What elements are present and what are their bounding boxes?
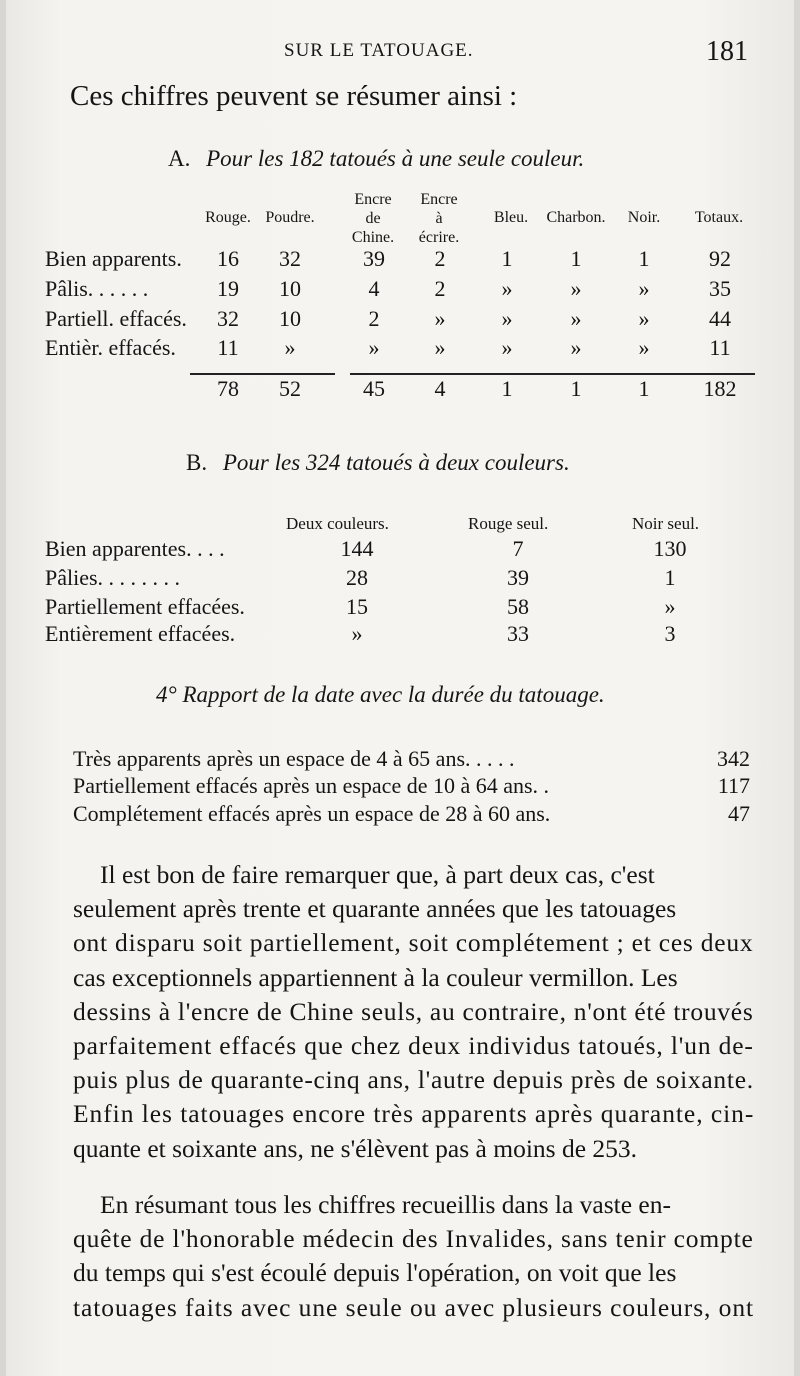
table-cell: 10 xyxy=(279,276,301,301)
section-a-title: Pour les 182 tatoués à une seule couleur. xyxy=(206,146,585,171)
col-head-poudre: Poudre. xyxy=(265,209,315,226)
table-cell: 10 xyxy=(279,306,301,331)
list-item-text: Très apparents après un espace de 4 à 65 ans. . . . . xyxy=(73,746,515,771)
paragraph-line: quête de l'honorable médecin des Invalides, sans tenir compte xyxy=(73,1224,754,1254)
paragraph-line: seulement après trente et quarante années que les tatouages xyxy=(73,894,677,924)
table-cell: » xyxy=(570,276,582,301)
table-cell: 16 xyxy=(217,246,239,271)
total-cell: 1 xyxy=(570,376,582,401)
table-cell: » xyxy=(638,276,650,301)
table-cell: 2 xyxy=(434,276,446,301)
col-head-rouge-seul: Rouge seul. xyxy=(468,514,549,533)
section-b-letter: B. xyxy=(186,450,208,475)
section-a-heading xyxy=(168,146,584,172)
page-number: 181 xyxy=(706,36,748,67)
col-head-bleu: Bleu. xyxy=(493,209,529,226)
total-cell: 1 xyxy=(501,376,513,401)
table-cell: 33 xyxy=(507,621,529,646)
list-item-value: 342 xyxy=(717,746,750,771)
row-label: Entièr. effacés. xyxy=(45,335,176,360)
page-edge-right xyxy=(794,0,800,1376)
row-label: Partiell. effacés. xyxy=(45,306,187,331)
paragraph-line: quante et soixante ans, ne s'élèvent pas à moins de 253. xyxy=(73,1133,638,1163)
total-rule-left xyxy=(190,373,335,375)
table-cell: » xyxy=(570,306,582,331)
paragraph-line: Enfin les tatouages encore très apparents après quarante, cin- xyxy=(73,1099,755,1129)
table-cell: » xyxy=(501,306,513,331)
paragraph-line: du temps qui s'est écoulé depuis l'opération, on voit que les xyxy=(73,1258,677,1288)
col-head-rouge: Rouge. xyxy=(205,209,251,226)
table-cell: 15 xyxy=(346,594,368,619)
col-head-encre-chine: Encre de Chine. xyxy=(351,191,395,246)
table-cell: » xyxy=(368,335,380,360)
section-b-title: Pour les 324 tatoués à deux couleurs. xyxy=(222,450,570,475)
paragraph-line: dessins à l'encre de Chine seuls, au contraire, n'ont été trouvés xyxy=(73,996,754,1026)
table-cell: » xyxy=(501,335,513,360)
table-cell: » xyxy=(351,621,363,646)
table-cell: 2 xyxy=(434,246,446,271)
total-cell: 78 xyxy=(217,376,239,401)
row-label: Bien apparents. xyxy=(45,246,182,271)
table-cell: 1 xyxy=(570,246,582,271)
table-cell: 144 xyxy=(340,536,374,561)
total-cell: 182 xyxy=(703,376,737,401)
table-cell: 2 xyxy=(368,306,380,331)
paragraph-line: En résumant tous les chiffres recueillis dans la vaste en- xyxy=(100,1190,671,1219)
table-cell: 58 xyxy=(507,594,529,619)
table-cell: 1 xyxy=(664,565,676,590)
list-item-text: Complétement effacés après un espace de 28 à 60 ans. xyxy=(73,801,551,826)
table-cell: 4 xyxy=(368,276,380,301)
paragraph-line: parfaitement effacés que chez deux individus tatoués, l'un de- xyxy=(73,1031,754,1060)
col-head-totaux: Totaux. xyxy=(694,209,744,226)
table-cell: 35 xyxy=(709,276,731,301)
table-cell: » xyxy=(501,276,513,301)
paragraph-line: ont disparu soit partiellement, soit complétement ; et ces deux xyxy=(73,928,754,958)
row-label: Pâlis. . . . . . xyxy=(45,276,149,301)
table-cell: 7 xyxy=(512,536,524,561)
total-cell: 52 xyxy=(279,376,301,401)
table-cell: » xyxy=(638,335,650,360)
table-cell: 32 xyxy=(217,306,239,331)
table-cell: 28 xyxy=(346,565,368,590)
row-label: Bien apparentes. . . . xyxy=(45,536,225,561)
table-cell: 3 xyxy=(664,621,676,646)
total-cell: 4 xyxy=(434,376,446,401)
table-cell: » xyxy=(570,335,582,360)
list-item-value: 117 xyxy=(717,773,750,798)
section-4-heading: 4° Rapport de la date avec la durée du tatouage. xyxy=(156,682,605,707)
section-a-letter: A. xyxy=(168,146,191,171)
table-cell: 1 xyxy=(638,246,650,271)
table-cell: » xyxy=(284,335,296,360)
col-head-charbon: Charbon. xyxy=(546,209,606,226)
col-head-noir: Noir. xyxy=(627,209,661,226)
table-cell: 92 xyxy=(709,246,731,271)
table-cell: » xyxy=(434,306,446,331)
list-item-text: Partiellement effacés après un espace de 10 à 64 ans. . xyxy=(73,773,550,798)
col-head-noir-seul: Noir seul. xyxy=(632,514,700,533)
intro-line: Ces chiffres peuvent se résumer ainsi : xyxy=(70,80,518,112)
total-rule-right xyxy=(350,373,755,375)
table-cell: » xyxy=(664,594,676,619)
row-label: Entièrement effacées. xyxy=(45,621,236,646)
col-head-encre-ecrire: Encre à écrire. xyxy=(418,191,460,246)
table-cell: » xyxy=(638,306,650,331)
total-cell: 1 xyxy=(638,376,650,401)
paragraph-line: tatouages faits avec une seule ou avec plusieurs couleurs, ont xyxy=(73,1292,755,1322)
table-cell: 32 xyxy=(279,246,301,271)
total-cell: 45 xyxy=(363,376,385,401)
section-b-heading xyxy=(186,450,570,476)
paragraph-line: Il est bon de faire remarquer que, à part deux cas, c'est xyxy=(100,860,655,889)
page-edge-left xyxy=(0,0,6,1376)
table-cell: 11 xyxy=(709,335,731,360)
paragraph-line: cas exceptionnels appartiennent à la couleur vermillon. Les xyxy=(73,962,678,992)
paragraph-line: puis plus de quarante-cinq ans, l'autre depuis près de soixante. xyxy=(73,1065,754,1095)
table-cell: 1 xyxy=(501,246,513,271)
table-cell: 39 xyxy=(507,565,529,590)
table-cell: 11 xyxy=(217,335,239,360)
table-cell: 19 xyxy=(217,276,239,301)
table-cell: 130 xyxy=(653,536,687,561)
table-cell: 39 xyxy=(363,246,385,271)
list-item-value: 47 xyxy=(728,801,750,826)
row-label: Partiellement effacées. xyxy=(45,594,245,619)
col-head-deux-couleurs: Deux couleurs. xyxy=(286,514,389,533)
table-cell: » xyxy=(434,335,446,360)
running-title: SUR LE TATOUAGE. xyxy=(284,40,474,61)
table-cell: 44 xyxy=(709,306,731,331)
row-label: Pâlies. . . . . . . . xyxy=(45,565,181,590)
